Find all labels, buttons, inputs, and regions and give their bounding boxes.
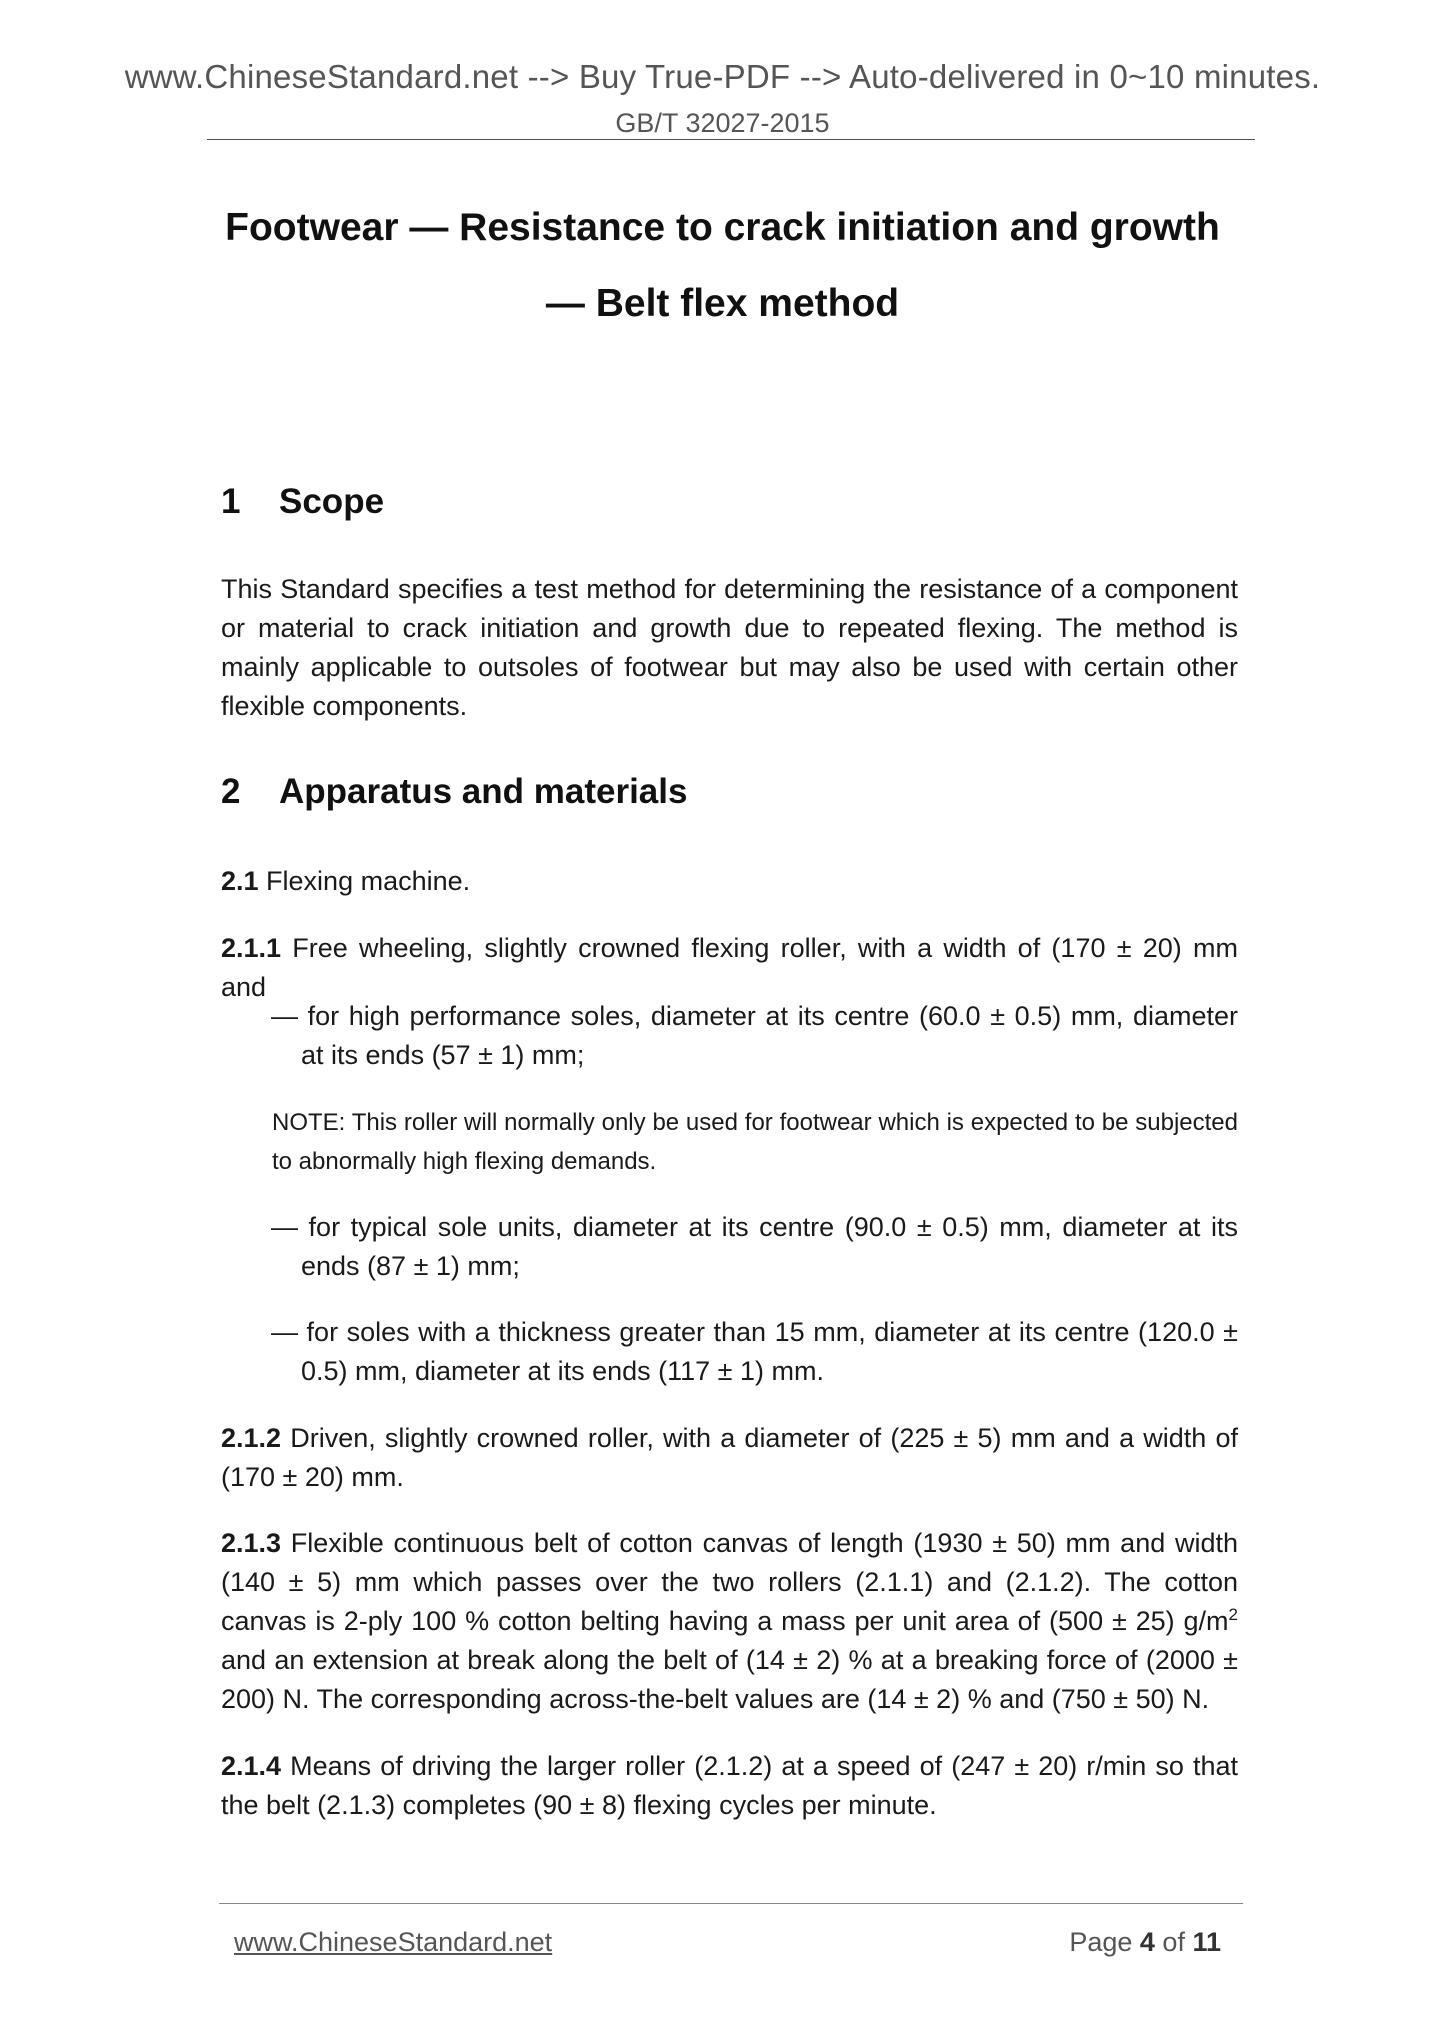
page-indicator: [1069, 1927, 1221, 1958]
clause-2-1-2: [221, 1419, 1238, 1497]
clause-number: 2.1.2: [221, 1423, 282, 1453]
clause-2-1-1: [221, 929, 1238, 1007]
clause-number: 2.1: [221, 866, 259, 896]
standard-code: GB/T 32027-2015: [615, 108, 830, 138]
document-title: [150, 190, 1295, 342]
clause-2-1-4: [221, 1747, 1238, 1825]
roller-option-high-performance: — for high performance soles, diameter at its centre (60.0 ± 0.5) mm, diameter at its ends (57 ± 1) mm;: [271, 1001, 1238, 1070]
clause-number: 2.1.4: [221, 1751, 282, 1781]
footer-website-link[interactable]: www.ChineseStandard.net: [234, 1927, 553, 1957]
roller-option-typical: — for typical sole units, diameter at its centre (90.0 ± 0.5) mm, diameter at its ends (87 ± 1) mm;: [271, 1212, 1238, 1281]
section-number: 2: [221, 772, 241, 811]
roller-option-thick-soles: — for soles with a thickness greater than 15 mm, diameter at its centre (120.0 ± 0.5) mm, diameter at its ends (117 ± 1) mm.: [271, 1317, 1238, 1386]
clause-text: Free wheeling, slightly crowned flexing roller, with a width of (170 ± 20) mm and: [221, 933, 1238, 1002]
title-line-2: — Belt flex method: [545, 282, 900, 325]
clause-text: Means of driving the larger roller (2.1.2) at a speed of (247 ± 20) r/min so that the belt (2.1.3) completes (90 ± 8) flexing cycles per minute.: [221, 1751, 1238, 1820]
superscript: 2: [1228, 1605, 1238, 1624]
header-divider: [207, 139, 1255, 140]
clause-number: 2.1.1: [221, 933, 282, 963]
clause-text: Flexible continuous belt of cotton canvas of length (1930 ± 50) mm and width (140 ± 5) mm which passes over the two rollers (2.1.1) and (2.1.2). The cotton canvas is 2-ply 100 % cotton belting having a mass per unit area of (500 ± 25) g/m: [221, 1528, 1238, 1636]
clause-2-1-3: [221, 1524, 1238, 1719]
clause-text-cont: and an extension at break along the belt of (14 ± 2) % at a breaking force of (2000 ± 200) N. The corresponding across-the-belt values are (14 ± 2) % and (750 ± 50) N.: [221, 1645, 1238, 1714]
section-title: Scope: [279, 482, 385, 521]
clause-text: Flexing machine.: [258, 866, 471, 896]
section-heading-apparatus: [221, 772, 687, 812]
page-current: 4: [1139, 1927, 1155, 1957]
page-label: Page: [1069, 1927, 1140, 1957]
page-of: of: [1154, 1927, 1193, 1957]
clause-text: Driven, slightly crowned roller, with a diameter of (225 ± 5) mm and a width of (170 ± 20) mm.: [221, 1423, 1238, 1492]
section-heading-scope: [221, 482, 384, 522]
section-number: 1: [221, 482, 241, 521]
clause-number: 2.1.3: [221, 1528, 282, 1558]
source-banner: www.ChineseStandard.net --> Buy True-PDF --> Auto-delivered in 0~10 minutes.: [124, 58, 1321, 95]
footer-divider: [219, 1903, 1243, 1904]
scope-paragraph: This Standard specifies a test method for determining the resistance of a component or material to crack initiation and growth due to repeated flexing. The method is mainly applicable to outsoles of footwear but may also be used with certain other flexible components.: [221, 574, 1238, 721]
page-total: 11: [1192, 1927, 1221, 1957]
title-line-1: Footwear — Resistance to crack initiation and growth: [225, 206, 1220, 249]
clause-2-1: [221, 862, 1238, 901]
section-title: Apparatus and materials: [279, 772, 688, 811]
note: NOTE: This roller will normally only be used for footwear which is expected to be subjected to abnormally high flexing demands.: [272, 1109, 1238, 1175]
